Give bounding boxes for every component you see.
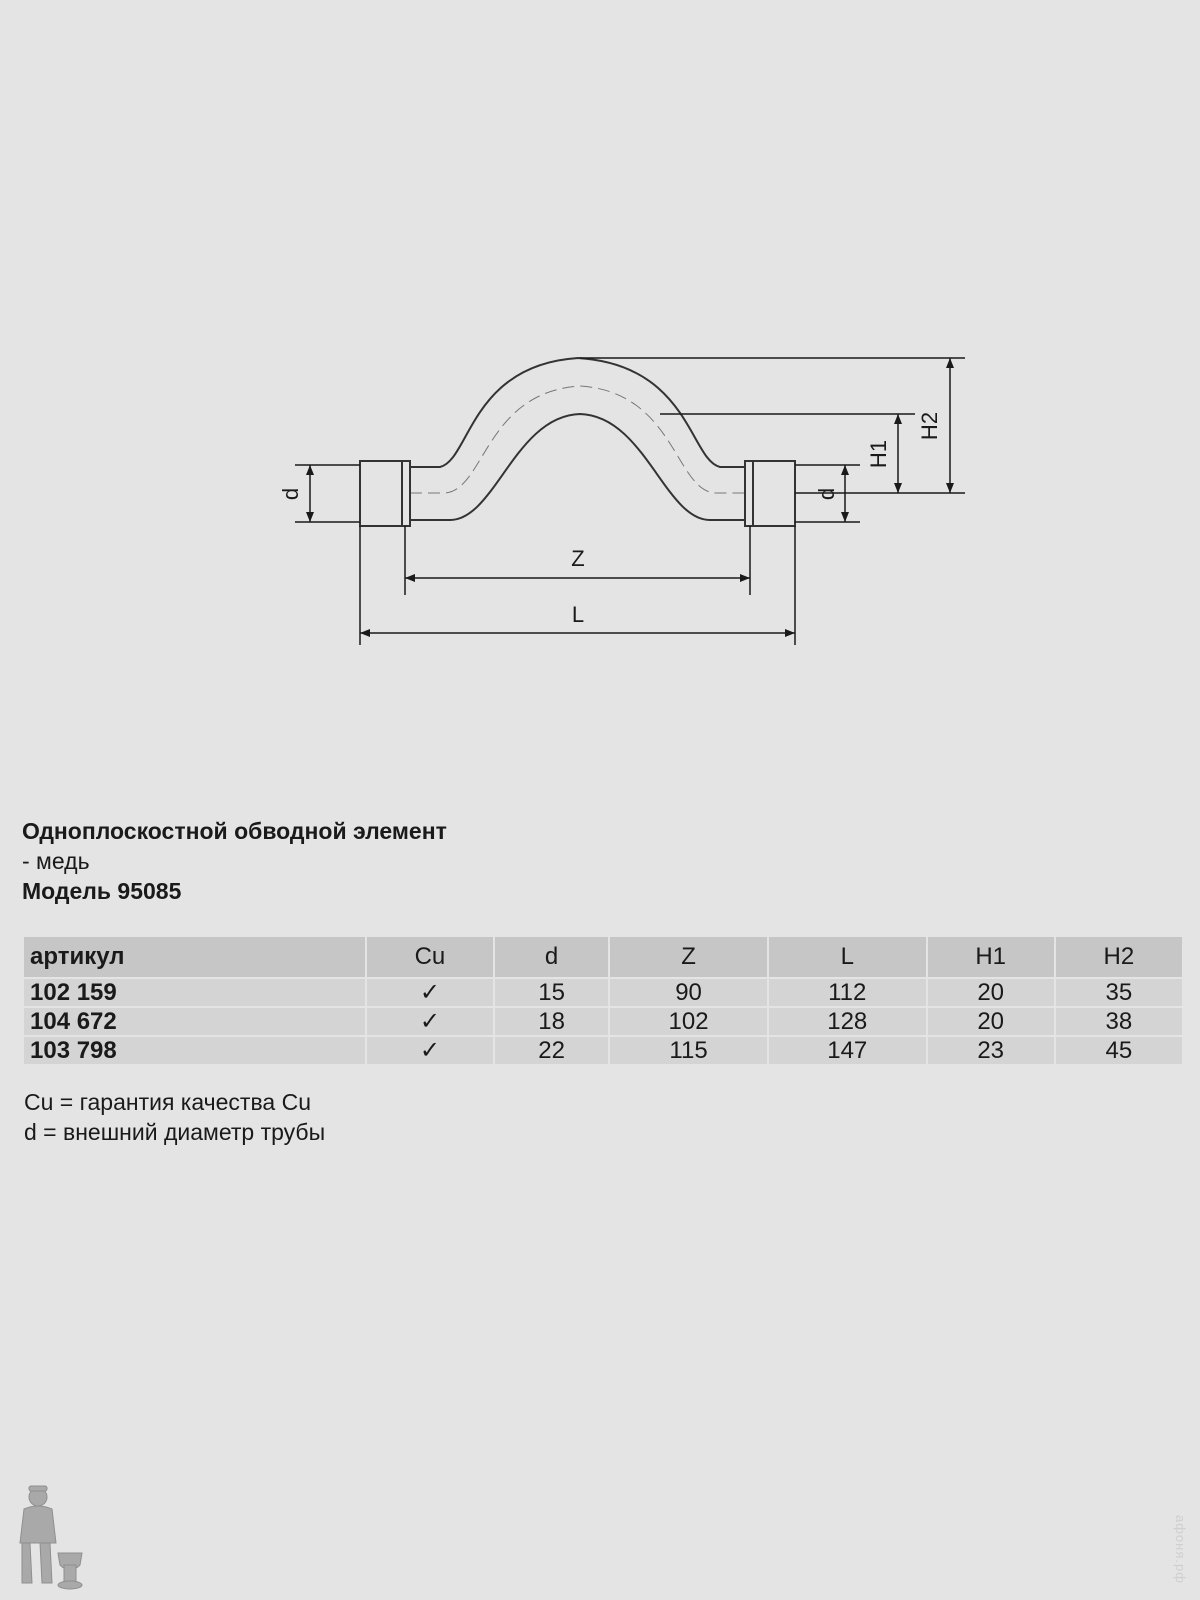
cell-h1: 23 xyxy=(928,1037,1054,1064)
table-row xyxy=(24,1037,1182,1064)
footnotes xyxy=(24,1087,325,1147)
dim-label-d-right: d xyxy=(814,487,839,501)
cell-d: 18 xyxy=(495,1008,608,1035)
cell-article: 103 798 xyxy=(24,1037,365,1064)
dim-label-l: L xyxy=(571,602,585,627)
cell-z: 102 xyxy=(610,1008,767,1035)
table-header-row xyxy=(24,937,1182,977)
product-title: Одноплоскостной обводной элемент xyxy=(22,818,447,844)
cell-cu: ✓ xyxy=(367,979,493,1006)
table-row xyxy=(24,1008,1182,1035)
dim-label-h1: H1 xyxy=(866,439,891,469)
right-socket xyxy=(745,461,795,526)
header-h2: H2 xyxy=(1056,937,1182,977)
header-cu: Cu xyxy=(367,937,493,977)
product-heading xyxy=(22,816,447,906)
note-cu: Cu = гарантия качества Cu xyxy=(24,1089,312,1115)
site-watermark: афоня.рф xyxy=(1173,1515,1188,1584)
table-row xyxy=(24,979,1182,1006)
spec-table xyxy=(22,935,1184,1066)
cell-l: 147 xyxy=(769,1037,926,1064)
dim-label-z: Z xyxy=(571,546,585,571)
cell-z: 115 xyxy=(610,1037,767,1064)
header-article: артикул xyxy=(24,937,365,977)
dim-label-h2: H2 xyxy=(917,411,942,441)
pipe-bend-outline xyxy=(410,358,750,520)
header-d: d xyxy=(495,937,608,977)
header-l: L xyxy=(769,937,926,977)
cell-l: 112 xyxy=(769,979,926,1006)
cell-d: 15 xyxy=(495,979,608,1006)
cell-h2: 45 xyxy=(1056,1037,1182,1064)
cell-article: 102 159 xyxy=(24,979,365,1006)
cell-h1: 20 xyxy=(928,979,1054,1006)
note-d: d = внешний диаметр трубы xyxy=(24,1119,326,1145)
cell-article: 104 672 xyxy=(24,1008,365,1035)
cell-cu: ✓ xyxy=(367,1037,493,1064)
header-z: Z xyxy=(610,937,767,977)
cell-h2: 38 xyxy=(1056,1008,1182,1035)
dim-label-d-left: d xyxy=(278,487,303,501)
cell-h2: 35 xyxy=(1056,979,1182,1006)
product-material: - медь xyxy=(22,848,90,874)
left-socket xyxy=(360,461,410,526)
crossover-fitting-diagram xyxy=(0,0,1200,700)
cell-h1: 20 xyxy=(928,1008,1054,1035)
header-h1: H1 xyxy=(928,937,1054,977)
product-model: Модель 95085 xyxy=(22,878,182,904)
cell-l: 128 xyxy=(769,1008,926,1035)
cell-cu: ✓ xyxy=(367,1008,493,1035)
plumber-mascot-icon xyxy=(8,1483,88,1593)
cell-z: 90 xyxy=(610,979,767,1006)
cell-d: 22 xyxy=(495,1037,608,1064)
